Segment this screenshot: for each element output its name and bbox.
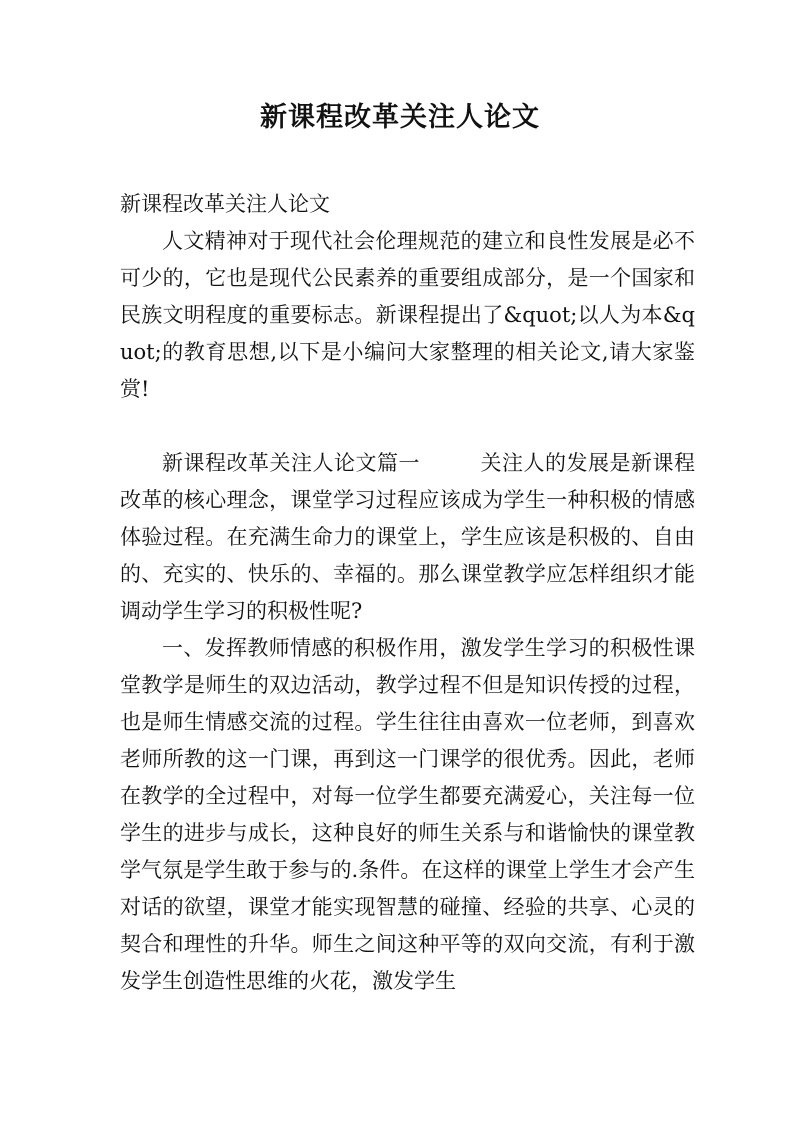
page-title: 新课程改革关注人论文: [260, 102, 540, 133]
intro-paragraph: 人文精神对于现代社会伦理规范的建立和良性发展是必不可少的，它也是现代公民素养的重要组成部分，是一个国家和民族文明程度的重要标志。新课程提出了&quot;以人为本&quot;的教育思想,以下是小编问大家整理的相关论文,请大家鉴赏!: [120, 229, 695, 401]
section-lead: 关注人的发展是新课程改革的核心理念，课堂学习过程应该成为学生一种积极的情感体验过程。在充满生命力的课堂上，学生应该是积极的、自由的、充实的、快乐的、幸福的。那么课堂教学应怎样组织才能调动学生学习的积极性呢?: [120, 451, 695, 623]
paragraph-gap: [120, 408, 695, 445]
document-body: [120, 186, 695, 1000]
section-paragraph: [120, 445, 695, 630]
document-subtitle: 新课程改革关注人论文: [120, 192, 330, 216]
point-one-paragraph: 一、发挥教师情感的积极作用，激发学生学习的积极性课堂教学是师生的双边活动，教学过程不但是知识传授的过程，也是师生情感交流的过程。学生往往由喜欢一位老师，到喜欢老师所教的这一门课，再到这一门课学的很优秀。因此，老师在教学的全过程中，对每一位学生都要充满爱心，关注每一位学生的进步与成长，这种良好的师生关系与和谐愉快的课堂教学气氛是学生敢于参与的.条件。在这样的课堂上学生才会产生对话的欲望，课堂才能实现智慧的碰撞、经验的共享、心灵的契合和理性的升华。师生之间这种平等的双向交流，有利于激发学生创造性思维的火花，激发学生: [120, 636, 695, 993]
section-heading: 新课程改革关注人论文篇一: [162, 451, 420, 475]
